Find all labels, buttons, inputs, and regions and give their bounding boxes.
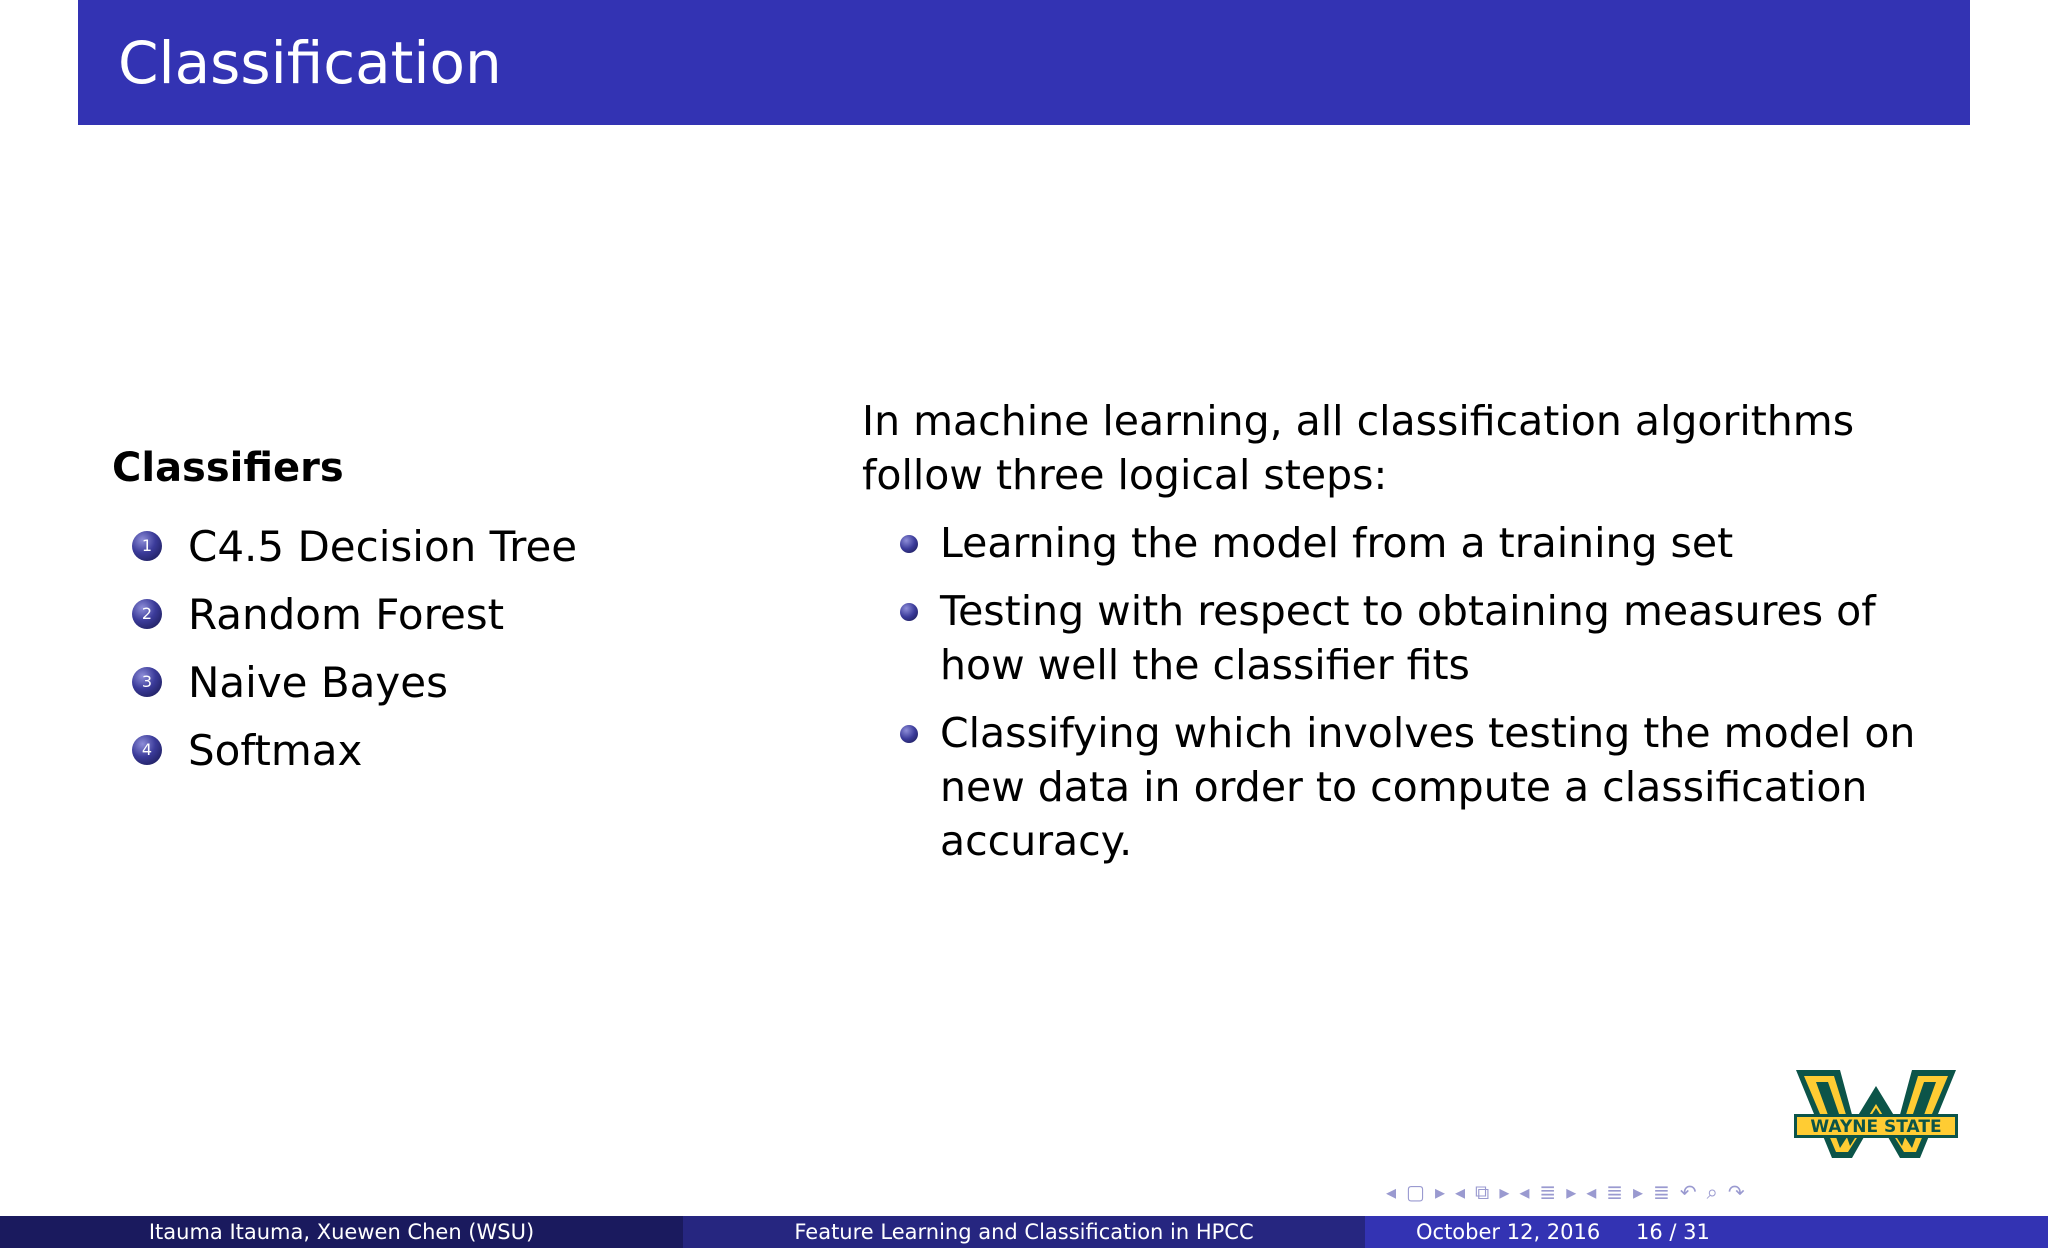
bullet-icon	[900, 535, 918, 553]
nav-subsection-forward-icon[interactable]: ▸	[1499, 1180, 1510, 1204]
logo-text: WAYNE STATE	[1810, 1117, 1942, 1137]
nav-frame-back-icon[interactable]: ◂	[1386, 1180, 1397, 1204]
classifiers-heading: Classifiers	[112, 445, 344, 491]
list-item	[862, 706, 1972, 868]
steps-block	[862, 394, 1972, 882]
list-item-label: C4.5 Decision Tree	[188, 521, 578, 571]
wayne-state-logo	[1792, 1064, 1960, 1172]
footer-page-number: 16 / 31	[1636, 1220, 1710, 1244]
bullet-icon	[900, 725, 918, 743]
list-item	[112, 512, 577, 580]
nav-section-forward-icon[interactable]: ▸	[1566, 1180, 1577, 1204]
enum-ball-icon: 2	[132, 599, 162, 629]
enum-ball-icon: 3	[132, 667, 162, 697]
classifiers-block	[112, 445, 578, 784]
intro-text: In machine learning, all classification algorithms follow three logical steps:	[862, 397, 1855, 499]
nav-subsection-icon[interactable]: ⧉	[1475, 1180, 1490, 1204]
enum-ball-icon: 1	[132, 531, 162, 561]
footer-authors: Itauma Itauma, Xuewen Chen (WSU)	[0, 1216, 683, 1248]
list-item	[112, 580, 577, 648]
nav-section-icon[interactable]: ≣	[1539, 1180, 1557, 1204]
classifiers-list	[112, 512, 577, 784]
nav-frame-forward-icon[interactable]: ▸	[1434, 1180, 1445, 1204]
list-item-text: Testing with respect to obtaining measures of how well the classifier fits	[940, 587, 1876, 689]
list-item-text: Classifying which involves testing the model on new data in order to compute a classification accuracy.	[940, 709, 1916, 865]
list-item	[112, 716, 577, 784]
nav-redo-icon[interactable]: ↷	[1727, 1180, 1745, 1204]
footer	[0, 1216, 2048, 1248]
enum-ball-icon: 4	[132, 735, 162, 765]
nav-frame-icon[interactable]: ▢	[1406, 1180, 1425, 1204]
beamer-nav-bar	[1386, 1178, 1755, 1206]
nav-search-icon[interactable]: ⌕	[1706, 1180, 1718, 1204]
nav-subsection-back-icon[interactable]: ◂	[1455, 1180, 1466, 1204]
list-item-label: Naive Bayes	[188, 657, 448, 707]
nav-toc-icon[interactable]: ≣	[1653, 1180, 1670, 1204]
nav-slide-back-icon[interactable]: ◂	[1586, 1180, 1597, 1204]
list-item	[862, 516, 1972, 570]
footer-talk-title: Feature Learning and Classification in HPCC	[683, 1216, 1365, 1248]
nav-slide-icon[interactable]: ≣	[1606, 1180, 1624, 1204]
nav-slide-forward-icon[interactable]: ▸	[1633, 1180, 1644, 1204]
footer-date: October 12, 2016	[1416, 1220, 1601, 1244]
title-bar	[78, 0, 1970, 125]
list-item	[862, 584, 1972, 692]
nav-section-back-icon[interactable]: ◂	[1519, 1180, 1530, 1204]
list-item-text: Learning the model from a training set	[940, 519, 1734, 567]
footer-right	[1365, 1216, 2048, 1248]
bullet-icon	[900, 603, 918, 621]
steps-list	[862, 516, 1972, 868]
list-item-label: Random Forest	[188, 589, 505, 639]
list-item	[112, 648, 577, 716]
list-item-label: Softmax	[188, 725, 363, 775]
slide-title: Classification	[118, 29, 502, 97]
nav-undo-icon[interactable]: ↶	[1679, 1180, 1697, 1204]
